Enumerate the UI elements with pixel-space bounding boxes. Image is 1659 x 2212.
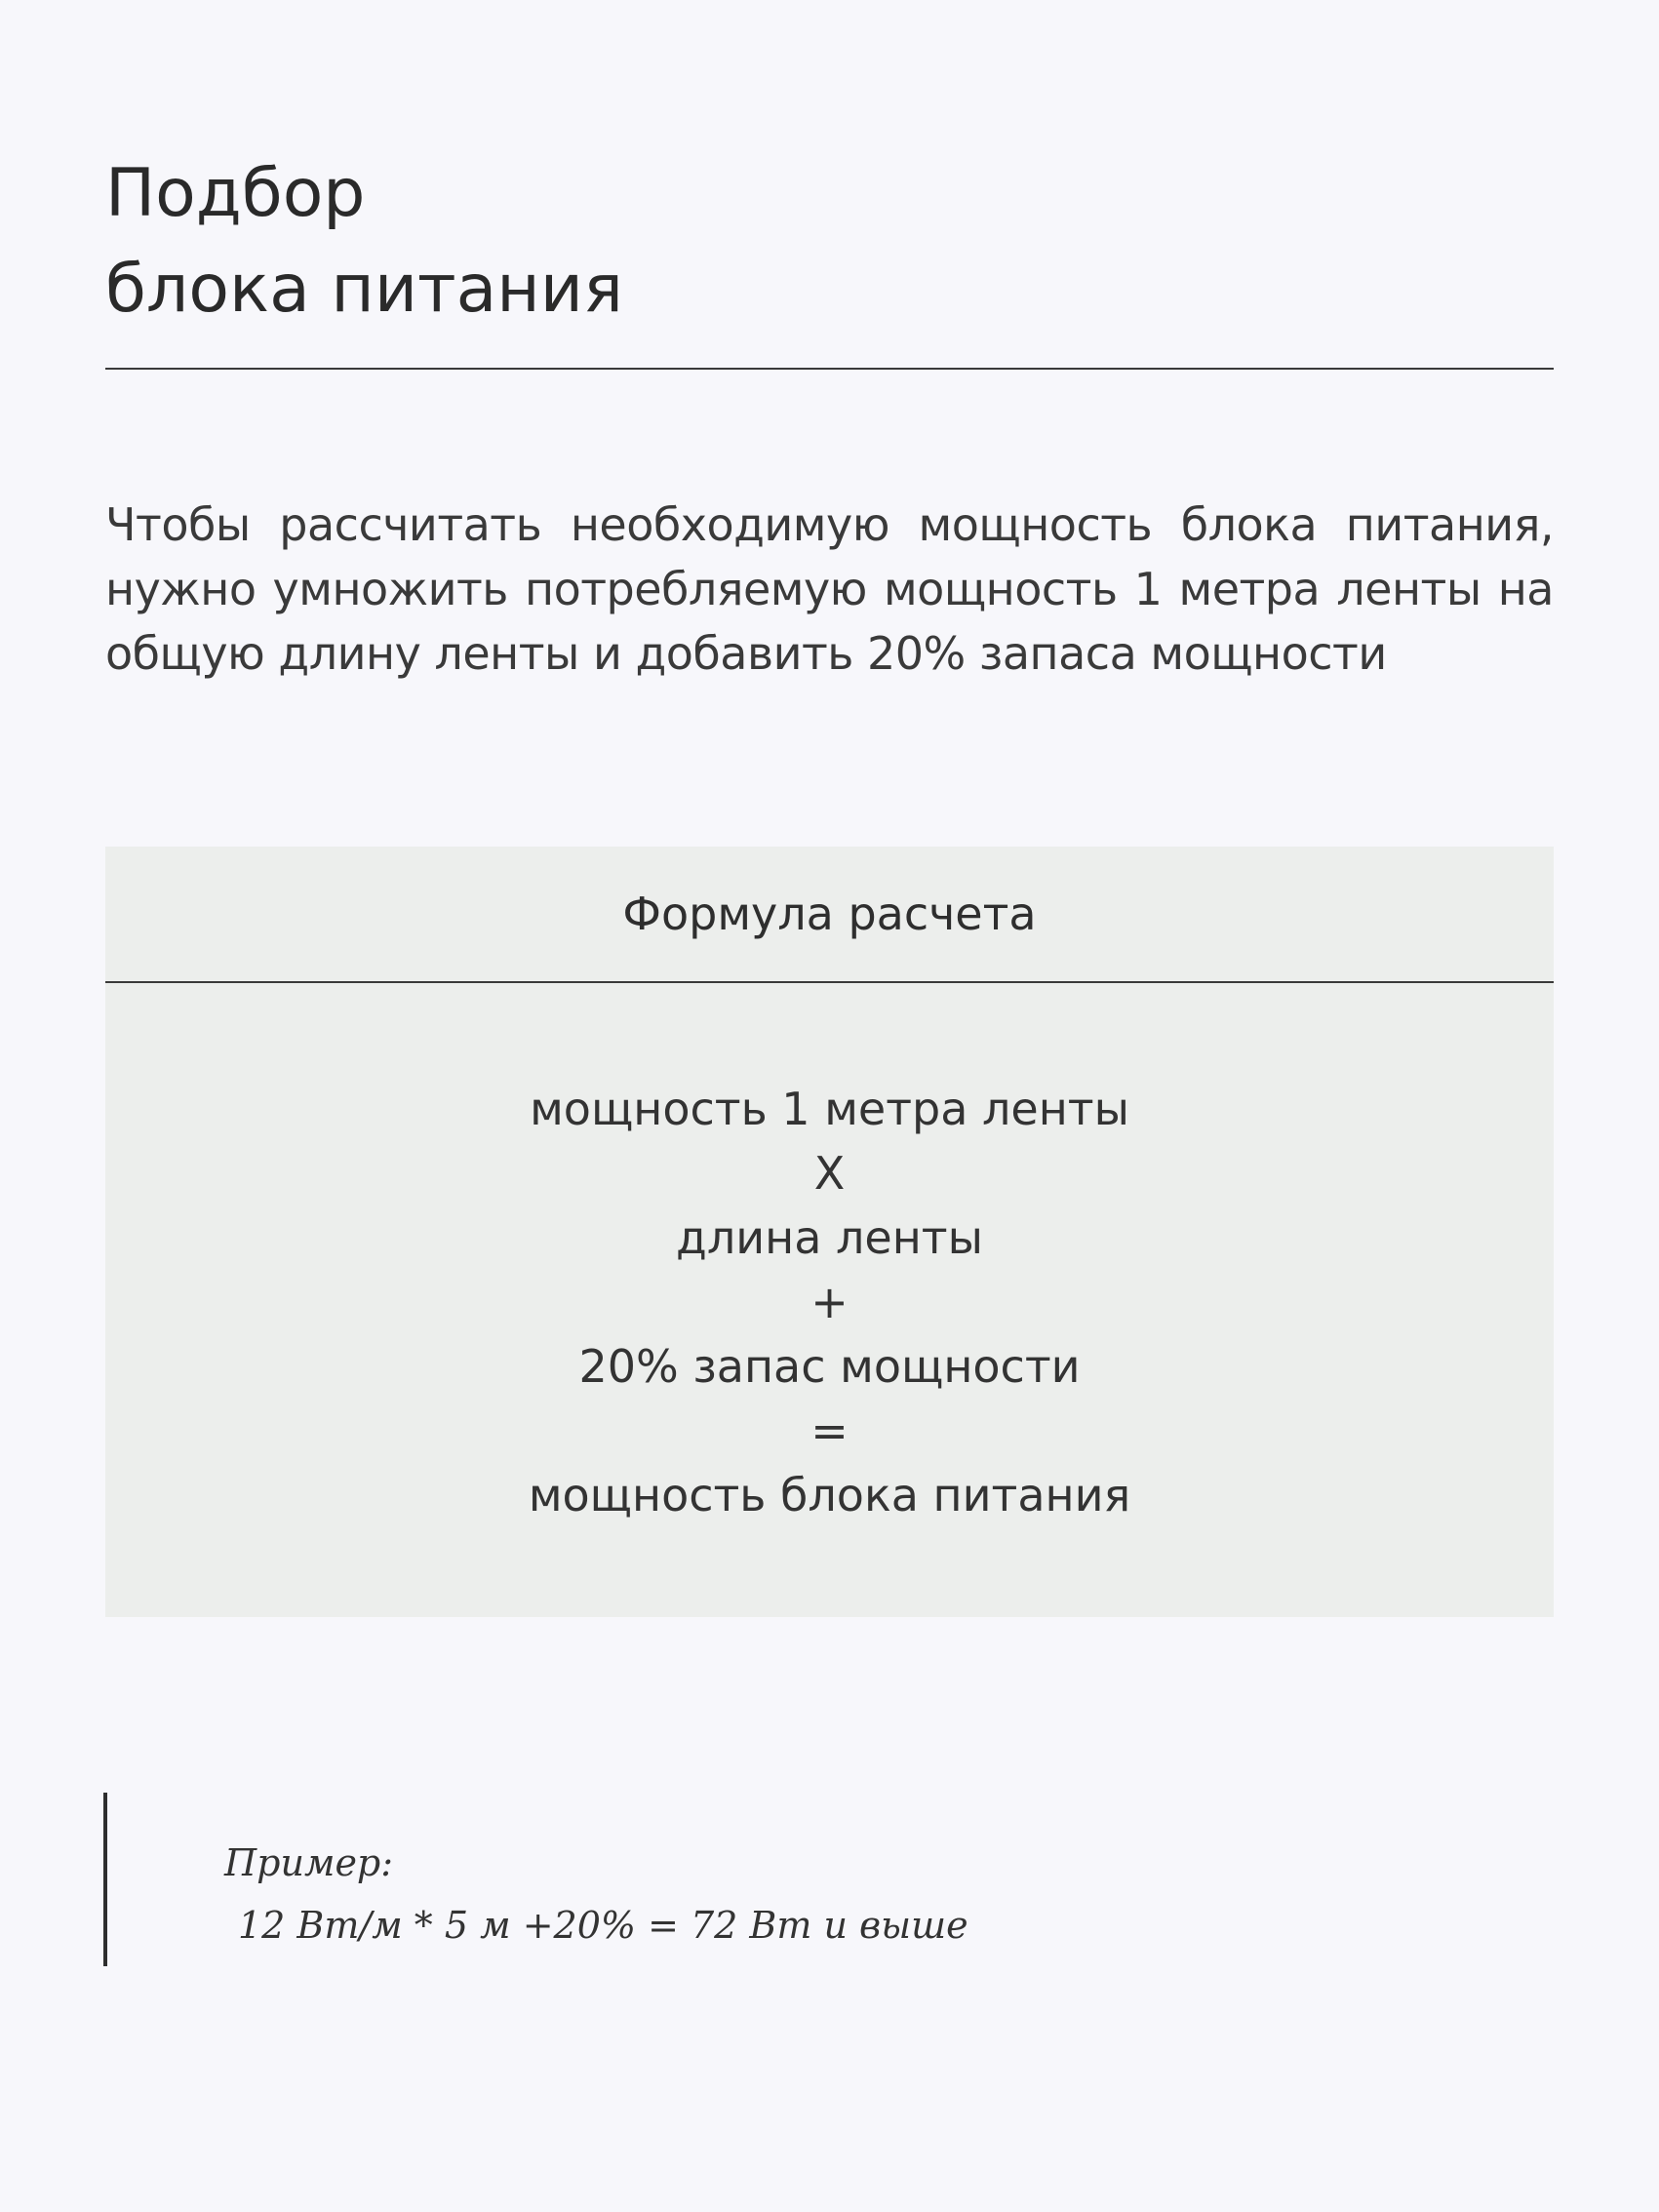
- title-divider: [105, 368, 1554, 370]
- formula-line: мощность блока питания: [528, 1469, 1131, 1521]
- page-title: [105, 146, 623, 337]
- formula-body: [105, 983, 1554, 1527]
- formula-operator: Х: [813, 1147, 846, 1200]
- formula-heading: Формула расчета: [622, 888, 1037, 940]
- formula-line: 20% запас мощности: [578, 1340, 1081, 1393]
- example-block: [103, 1793, 1083, 1966]
- formula-operator: =: [810, 1404, 849, 1457]
- formula-operator: +: [810, 1276, 849, 1328]
- formula-line: длина ленты: [676, 1211, 983, 1264]
- example-text: [224, 1832, 968, 1956]
- title-line-2: блока питания: [105, 251, 623, 328]
- intro-paragraph: Чтобы рассчитать необходимую мощность блока питания, нужно умножить потребляемую мощность 1 метра ленты на общую длину ленты и добавить 20% запаса мощности: [105, 498, 1554, 680]
- example-calculation: 12 Вт/м * 5 м +20% = 72 Вт и выше: [238, 1904, 968, 1947]
- formula-box: [105, 847, 1554, 1617]
- example-label: Пример:: [224, 1841, 394, 1884]
- formula-line: мощность 1 метра ленты: [530, 1083, 1129, 1135]
- title-line-1: Подбор: [105, 155, 366, 232]
